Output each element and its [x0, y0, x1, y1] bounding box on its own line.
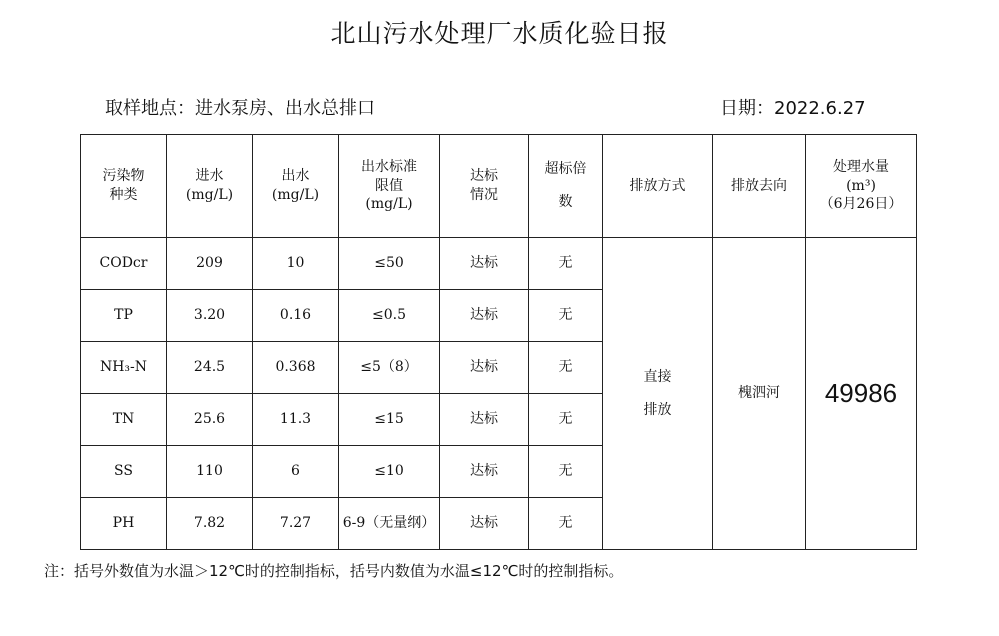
standard-cell: ≤10	[339, 446, 440, 498]
effluent-cell: 10	[253, 238, 339, 290]
standard-cell: ≤0.5	[339, 290, 440, 342]
pollutant-cell: PH	[81, 498, 167, 550]
effluent-cell: 11.3	[253, 394, 339, 446]
pollutant-cell: TP	[81, 290, 167, 342]
water-quality-table	[80, 134, 917, 550]
compliance-cell: 达标	[440, 446, 529, 498]
table-row	[81, 238, 917, 290]
exceed-cell: 无	[529, 394, 603, 446]
influent-cell: 7.82	[167, 498, 253, 550]
compliance-cell: 达标	[440, 342, 529, 394]
exceed-cell: 无	[529, 342, 603, 394]
sampling-location: 取样地点：进水泵房、出水总排口	[105, 98, 375, 119]
volume-cell: 49986	[806, 238, 917, 550]
influent-cell: 24.5	[167, 342, 253, 394]
effluent-cell: 0.16	[253, 290, 339, 342]
header-compliance: 达标 情况	[440, 135, 529, 238]
exceed-cell: 无	[529, 238, 603, 290]
header-discharge-method: 排放方式	[603, 135, 713, 238]
header-discharge-dest: 排放去向	[713, 135, 806, 238]
influent-cell: 3.20	[167, 290, 253, 342]
report-date: 日期：2022.6.27	[720, 98, 866, 119]
pollutant-cell: CODcr	[81, 238, 167, 290]
pollutant-cell: SS	[81, 446, 167, 498]
header-effluent: 出水 (mg/L)	[253, 135, 339, 238]
header-pollutant: 污染物 种类	[81, 135, 167, 238]
compliance-cell: 达标	[440, 498, 529, 550]
standard-cell: ≤5（8）	[339, 342, 440, 394]
effluent-cell: 0.368	[253, 342, 339, 394]
compliance-cell: 达标	[440, 238, 529, 290]
exceed-cell: 无	[529, 446, 603, 498]
pollutant-cell: TN	[81, 394, 167, 446]
footnote: 注：括号外数值为水温＞12℃时的控制指标，括号内数值为水温≤12℃时的控制指标。	[44, 562, 624, 580]
header-volume: 处理水量 (m³) （6月26日）	[806, 135, 917, 238]
standard-cell: ≤15	[339, 394, 440, 446]
discharge-method-cell: 直接 排放	[603, 238, 713, 550]
exceed-cell: 无	[529, 498, 603, 550]
exceed-cell: 无	[529, 290, 603, 342]
effluent-cell: 7.27	[253, 498, 339, 550]
standard-cell: ≤50	[339, 238, 440, 290]
header-row	[81, 135, 917, 238]
standard-cell: 6-9（无量纲）	[339, 498, 440, 550]
report-title: 北山污水处理厂水质化验日报	[330, 19, 669, 48]
influent-cell: 25.6	[167, 394, 253, 446]
header-exceed: 超标倍 数	[529, 135, 603, 238]
influent-cell: 209	[167, 238, 253, 290]
compliance-cell: 达标	[440, 290, 529, 342]
influent-cell: 110	[167, 446, 253, 498]
compliance-cell: 达标	[440, 394, 529, 446]
discharge-dest-cell: 槐泗河	[713, 238, 806, 550]
effluent-cell: 6	[253, 446, 339, 498]
pollutant-cell: NH₃-N	[81, 342, 167, 394]
header-influent: 进水 (mg/L)	[167, 135, 253, 238]
header-standard: 出水标准 限值 (mg/L)	[339, 135, 440, 238]
